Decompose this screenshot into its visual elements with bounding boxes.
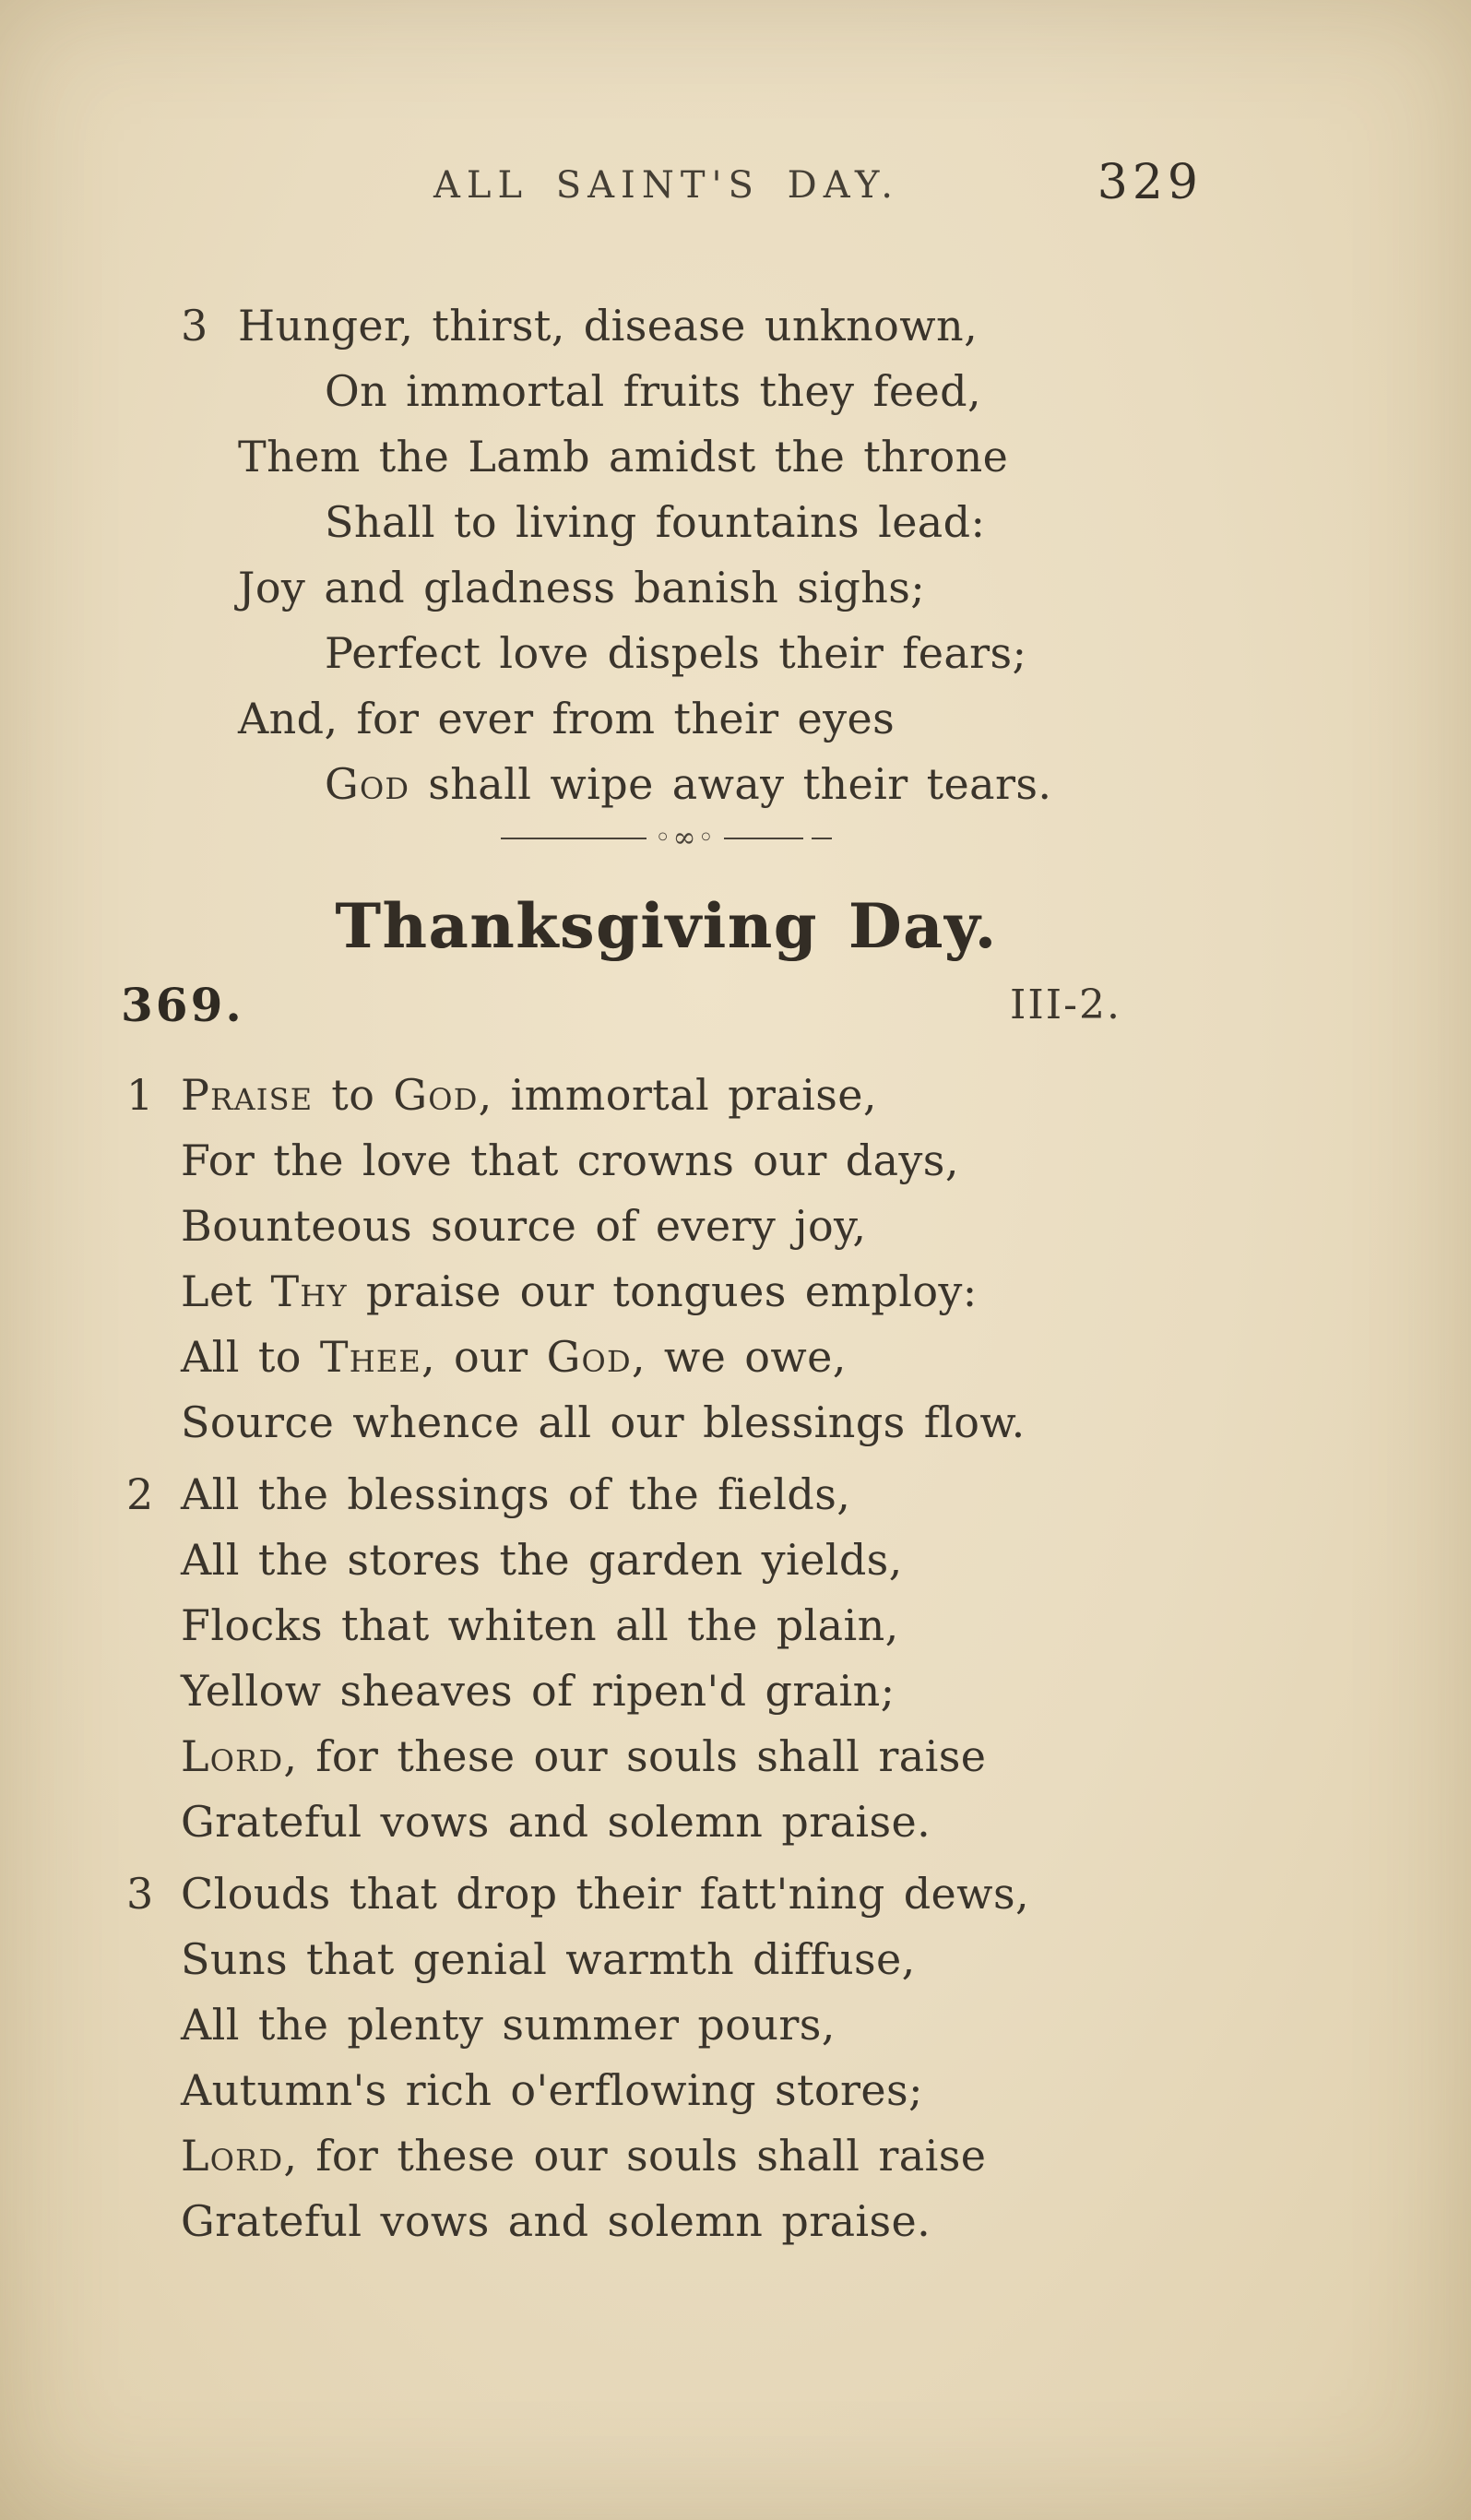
hymn-line: Hunger, thirst, disease unknown, xyxy=(238,301,979,351)
hymn-verses xyxy=(0,1063,1471,2254)
hymn-number: 369. xyxy=(121,978,244,1032)
hymn-line: Joy and gladness banish sighs; xyxy=(238,563,926,612)
hymn-line: Clouds that drop their fatt'ning dews, xyxy=(181,1869,1029,1919)
hymn-line: And, for ever from their eyes xyxy=(238,694,896,743)
small-caps-word: Thee xyxy=(319,1332,421,1382)
page-header xyxy=(0,155,1471,229)
hymn-line: For the love that crowns our days, xyxy=(181,1135,959,1185)
small-caps-word: God xyxy=(393,1070,479,1120)
hymn-line: Shall to living fountains lead: xyxy=(325,497,986,547)
running-title: ALL SAINT'S DAY. xyxy=(433,164,899,207)
small-caps-word: God xyxy=(546,1332,632,1382)
section-divider xyxy=(69,822,1263,854)
hymn-line: Autumn's rich o'erflowing stores; xyxy=(181,2065,923,2115)
hymn-line: Lord, for these our souls shall raise xyxy=(181,1731,987,1781)
hymn-line: Them the Lamb amidst the throne xyxy=(238,432,1009,481)
hymn-line: Perfect love dispels their fears; xyxy=(325,628,1027,678)
hymn-line: Praise to God, immortal praise, xyxy=(181,1070,877,1120)
hymn-line: Yellow sheaves of ripen'd grain; xyxy=(181,1666,896,1716)
hymn-line: Lord, for these our souls shall raise xyxy=(181,2131,987,2181)
divider-ornament: ◦∞◦ xyxy=(654,822,717,854)
divider-rule-left xyxy=(501,838,647,839)
hymn-verse xyxy=(126,1462,1471,1855)
section-title: Thanksgiving Day. xyxy=(335,890,998,962)
hymn-line: Suns that genial warmth diffuse, xyxy=(181,1934,916,1984)
hymn-meter: III-2. xyxy=(1010,981,1121,1028)
divider-rule-tail xyxy=(812,838,832,839)
small-caps-word: Praise xyxy=(181,1070,314,1120)
small-caps-word: Lord xyxy=(181,1731,284,1781)
stanza-number: 3 xyxy=(181,301,208,351)
hymn-meta-row xyxy=(0,978,1471,1035)
verse-number: 3 xyxy=(126,1869,154,1919)
hymn-line: All the blessings of the fields, xyxy=(181,1469,851,1519)
hymn-line: On immortal fruits they feed, xyxy=(325,366,981,416)
small-caps-word: God xyxy=(325,759,410,809)
small-caps-word: Thy xyxy=(270,1266,348,1316)
hymn-line: Flocks that whiten all the plain, xyxy=(181,1600,899,1650)
hymn-line: All to Thee, our God, we owe, xyxy=(181,1332,847,1382)
hymn-verse xyxy=(126,1861,1471,2254)
hymn-verse xyxy=(126,1063,1471,1456)
small-caps-word: Lord xyxy=(181,2131,284,2181)
verse-number: 2 xyxy=(126,1469,154,1519)
page-content xyxy=(0,293,1471,2261)
hymn-line: Grateful vows and solemn praise. xyxy=(181,1797,931,1847)
divider-rule-right xyxy=(724,838,803,839)
page-number: 329 xyxy=(1097,155,1203,210)
hymn-stanza-closing xyxy=(181,293,1471,817)
hymn-line: Source whence all our blessings flow. xyxy=(181,1397,1026,1447)
hymn-line: Grateful vows and solemn praise. xyxy=(181,2196,931,2246)
hymn-line: God shall wipe away their tears. xyxy=(325,759,1052,809)
hymn-line: All the stores the garden yields, xyxy=(181,1535,903,1585)
hymn-line: Bounteous source of every joy, xyxy=(181,1201,867,1251)
hymn-line: All the plenty summer pours, xyxy=(181,2000,836,2050)
verse-number: 1 xyxy=(126,1070,154,1120)
hymn-line: Let Thy praise our tongues employ: xyxy=(181,1266,978,1316)
